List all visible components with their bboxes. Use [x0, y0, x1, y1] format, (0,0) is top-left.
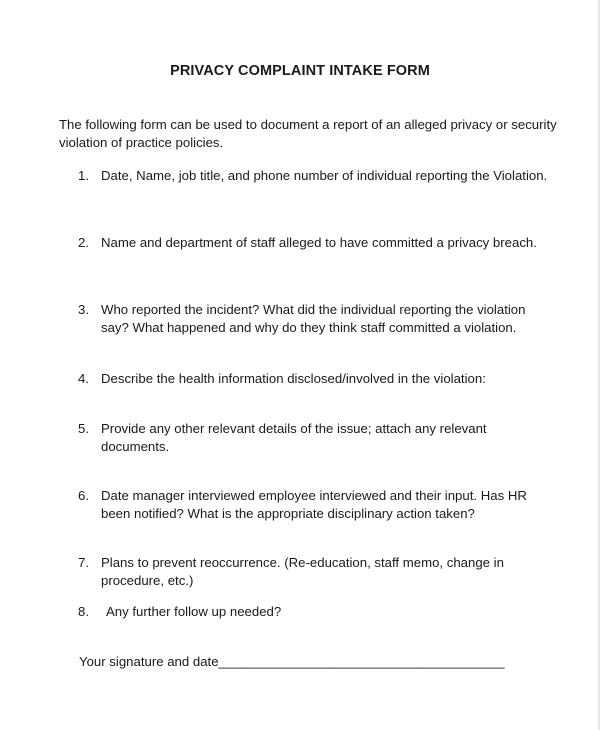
form-item-5: [78, 420, 548, 456]
item-number: 2.: [78, 235, 89, 250]
form-item-3: [78, 301, 548, 337]
form-item-8: [78, 603, 548, 621]
item-number: 6.: [78, 488, 89, 503]
item-number: 1.: [78, 168, 89, 183]
form-intro: The following form can be used to document a report of an alleged privacy or security violation of practice policies.: [59, 117, 557, 150]
form-item-4: [78, 370, 548, 388]
item-number: 7.: [78, 555, 89, 570]
item-text: Any further follow up needed?: [106, 604, 282, 619]
form-item-1: [78, 167, 548, 185]
item-number: 5.: [78, 421, 89, 436]
item-text: Date manager interviewed employee interviewed and their input. Has HR been notified? What is the appropriate disciplinary action taken?: [101, 488, 527, 521]
item-number: 4.: [78, 371, 89, 386]
item-number: 3.: [78, 302, 89, 317]
item-text: Who reported the incident? What did the individual reporting the violation say? What happened and why do they think staff committed a violation.: [101, 302, 526, 335]
item-number: 8.: [78, 604, 89, 619]
item-text: Plans to prevent reoccurrence. (Re-education, staff memo, change in procedure, etc.): [101, 555, 504, 588]
item-text: Date, Name, job title, and phone number of individual reporting the Violation.: [101, 168, 548, 183]
form-item-7: [78, 554, 548, 590]
item-text: Name and department of staff alleged to have committed a privacy breach.: [101, 235, 537, 250]
item-text: Provide any other relevant details of the issue; attach any relevant documents.: [101, 421, 487, 454]
form-title: PRIVACY COMPLAINT INTAKE FORM: [170, 63, 430, 79]
form-item-6: [78, 487, 548, 523]
item-text: Describe the health information disclosed/involved in the violation:: [101, 371, 486, 386]
signature-line: Your signature and date_______________________________________: [79, 654, 505, 669]
form-item-2: [78, 234, 548, 252]
